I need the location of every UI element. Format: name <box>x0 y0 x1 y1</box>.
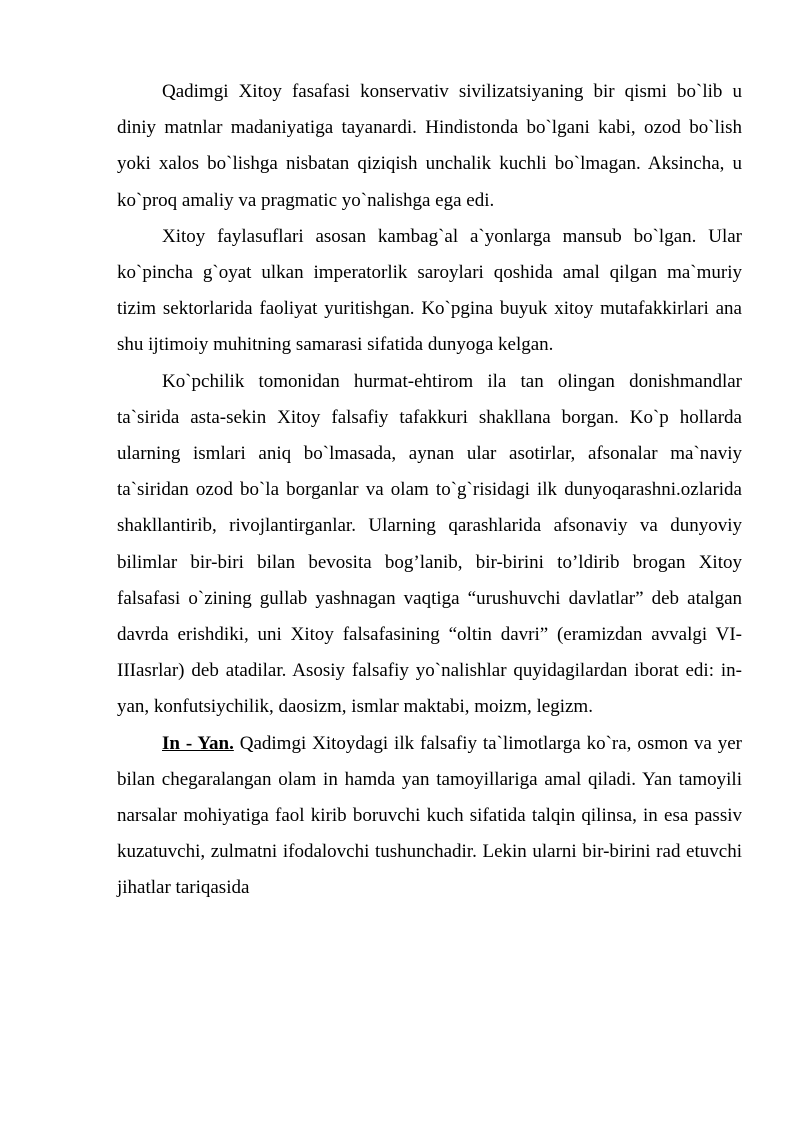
section-heading-in-yan: In - Yan. <box>162 732 234 754</box>
paragraph-4 <box>117 726 742 907</box>
document-page <box>117 74 742 907</box>
paragraph-1 <box>117 74 742 219</box>
paragraph-3-text: Ko`pchilik tomonidan hurmat-ehtirom ila tan olingan donishmandlar ta`sirida asta-sekin Xitoy falsafiy tafakkuri shakllana borgan. Ko`p hollarda ularning ismlari aniq bo`lmasada, aynan ular asotirlar, afsonalar ma`naviy ta`siridan ozod bo`la borganlar va olam to`g`risidagi ilk dunyoqarashni.ozlarida shakllantirib, rivojlantirganlar. Ularning qarashlarida afsonaviy va dunyoviy bilimlar bir-biri bilan bevosita bog’lanib, bir-birini to’ldirib brogan Xitoy falsafasi o`zining gullab yashnagan vaqtiga “urushuvchi davlatlar” deb atalgan davrda erishdiki, uni Xitoy falsafasining “oltin davri” (eramizdan avvalgi VI-IIIasrlar) deb atadilar. Asosiy falsafiy yo`nalishlar quyidagilardan iborat edi: in-yan, konfutsiychilik, daosizm, ismlar maktabi, moizm, legizm. <box>117 370 742 718</box>
paragraph-4-text: Qadimgi Xitoydagi ilk falsafiy ta`limotlarga ko`ra, osmon va yer bilan chegaralangan olam in hamda yan tamoyillariga amal qiladi. Yan tamoyili narsalar mohiyatiga faol kirib boruvchi kuch sifatida talqin qilinsa, in esa passiv kuzatuvchi, zulmatni ifodalovchi tushunchadir. Lekin ularni bir-birini rad etuvchi jihatlar tariqasida <box>117 732 743 899</box>
paragraph-1-text: Qadimgi Xitoy fasafasi konservativ sivilizatsiyaning bir qismi bo`lib u diniy matnlar madaniyatiga tayanardi. Hindistonda bo`lgani kabi, ozod bo`lish yoki xalos bo`lishga nisbatan qiziqish unchalik kuchli bo`lmagan. Aksincha, u ko`proq amaliy va pragmatic yo`nalishga ega edi. <box>117 81 742 211</box>
paragraph-3 <box>117 364 742 726</box>
paragraph-2 <box>117 219 742 364</box>
paragraph-2-text: Xitoy faylasuflari asosan kambag`al a`yonlarga mansub bo`lgan. Ular ko`pincha g`oyat ulkan imperatorlik saroylari qoshida amal qilgan ma`muriy tizim sektorlarida faoliyat yuritishgan. Ko`pgina buyuk xitoy mutafakkirlari ana shu ijtimoiy muhitning samarasi sifatida dunyoga kelgan. <box>117 225 742 356</box>
